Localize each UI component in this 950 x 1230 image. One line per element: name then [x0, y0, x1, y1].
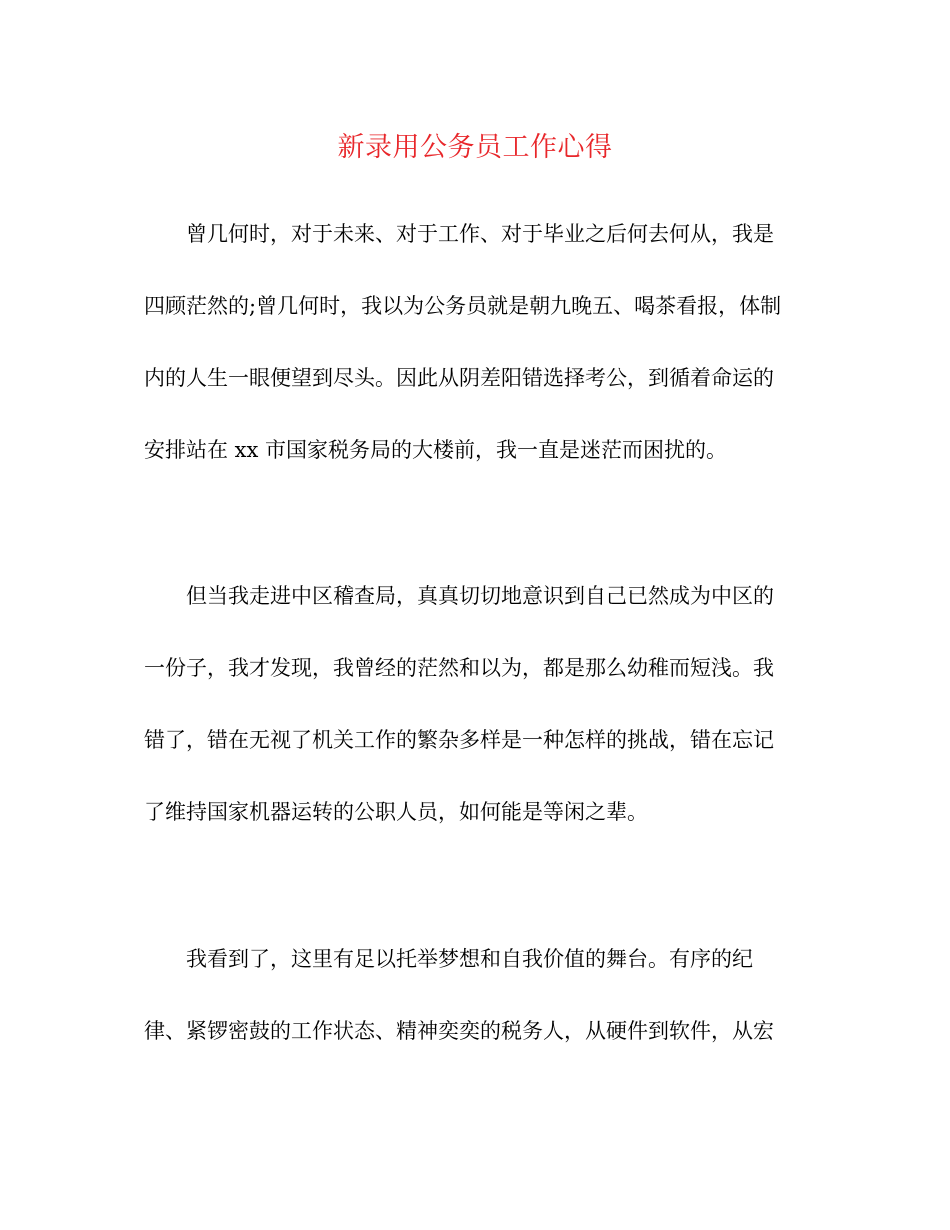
paragraph-1-line-2: 四顾茫然的;曾几何时，我以为公务员就是朝九晚五、喝茶看报，体制 — [144, 294, 782, 318]
paragraph-1-line-3: 内的人生一眼便望到尽头。因此从阴差阳错选择考公，到循着命运的 — [144, 366, 774, 390]
paragraph-2-line-2: 一份子，我才发现，我曾经的茫然和以为，都是那么幼稚而短浅。我 — [144, 656, 774, 680]
paragraph-1-line-4: 安排站在 xx 市国家税务局的大楼前，我一直是迷茫而困扰的。 — [144, 438, 728, 462]
paragraph-2-line-3: 错了，错在无视了机关工作的繁杂多样是一种怎样的挑战，错在忘记 — [144, 728, 774, 752]
paragraph-3-line-1: 我看到了，这里有足以托举梦想和自我价值的舞台。有序的纪 — [186, 947, 753, 971]
paragraph-2-line-4: 了维持国家机器运转的公职人员，如何能是等闲之辈。 — [144, 800, 648, 824]
document-title: 新录用公务员工作心得 — [337, 132, 613, 163]
paragraph-2-line-1: 但当我走进中区稽查局，真真切切地意识到自己已然成为中区的 — [186, 584, 774, 608]
paragraph-3-line-2: 律、紧锣密鼓的工作状态、精神奕奕的税务人，从硬件到软件，从宏 — [144, 1019, 774, 1043]
paragraph-1-line-1: 曾几何时，对于未来、对于工作、对于毕业之后何去何从，我是 — [186, 222, 774, 246]
